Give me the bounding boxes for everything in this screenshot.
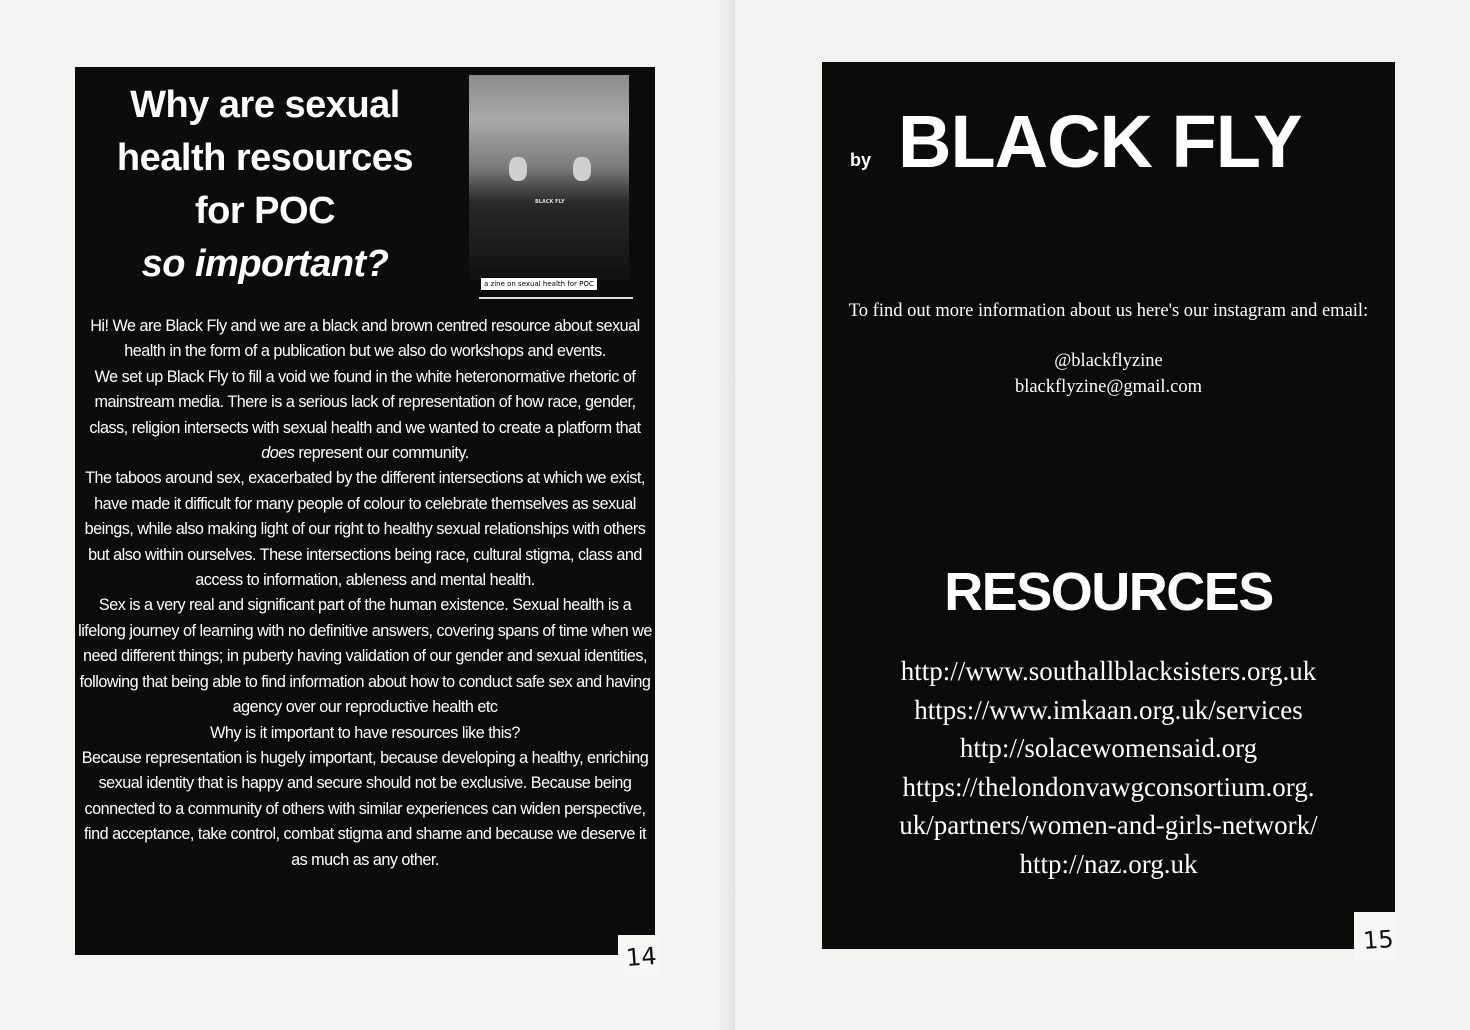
- contact-info: [822, 298, 1395, 400]
- title-line: Why are sexual: [130, 84, 400, 126]
- resource-links: [822, 652, 1395, 883]
- emphasis-text: does: [261, 444, 295, 463]
- hand-shape: [573, 157, 591, 181]
- paragraph: Hi! We are Black Fly and we are a black and brown centred resource about sexual health in the form of a publication but we also do workshops and events.: [90, 317, 640, 361]
- paragraph: [75, 365, 655, 467]
- title-line: so important?: [141, 243, 389, 285]
- paragraph: Why is it important to have resources like this?: [210, 723, 520, 742]
- resource-link[interactable]: http://naz.org.uk: [1019, 848, 1198, 879]
- title-line: for POC: [194, 190, 336, 232]
- brand-title: BLACK FLY: [898, 100, 1302, 183]
- resource-link[interactable]: http://www.southallblacksisters.org.uk: [900, 656, 1317, 686]
- paragraph: Because representation is hugely important, because developing a healthy, enriching sexual identity that is happy and secure should not be exclusive. Because being connected to a community of others with similar experiences can widen perspective, find acceptance, take control, combat stigma and shame and because we deserve it as much as any other.: [81, 748, 649, 869]
- left-black-panel: [75, 67, 655, 955]
- resource-link[interactable]: uk/partners/women-and-girls-network/: [899, 810, 1318, 840]
- paragraph: Sex is a very real and significant part of the human existence. Sexual health is a lifelong journey of learning with no definitive answers, covering spans of time when we need different things; in puberty having validation of our gender and sexual identities, following that being able to find information about how to conduct safe sex and having agency over our reproductive health etc: [78, 596, 652, 717]
- title-line: health resources: [116, 137, 414, 179]
- shirt-text: BLACK FLY: [535, 199, 565, 205]
- email-address[interactable]: blackflyzine@gmail.com: [1014, 377, 1203, 397]
- instagram-handle[interactable]: @blackflyzine: [1054, 351, 1163, 371]
- info-text: To find out more information about us here's our instagram and email:: [848, 301, 1369, 321]
- page-number-left: 14: [625, 941, 658, 973]
- hand-shape: [509, 157, 527, 181]
- photo-caption: a zine on sexual health for POC: [480, 277, 598, 291]
- page-title: [85, 79, 445, 291]
- body-text: [75, 314, 655, 873]
- resource-link[interactable]: https://www.imkaan.org.uk/services: [914, 694, 1303, 725]
- page-number-right: 15: [1362, 924, 1395, 956]
- by-label: by: [850, 150, 872, 170]
- resource-link[interactable]: http://solacewomensaid.org: [959, 733, 1258, 763]
- paragraph-text: We set up Black Fly to fill a void we found in the white heteronormative rhetoric of mainstream media. There is a serious lack of representation of how race, gender, class, religion intersects with sexual health and we wanted to create a platform that: [89, 367, 641, 437]
- resources-heading: RESOURCES: [944, 562, 1273, 622]
- cover-photo: [469, 75, 629, 280]
- resource-link[interactable]: https://thelondonvawgconsortium.org.: [902, 771, 1315, 802]
- paragraph-text: represent our community.: [294, 444, 469, 463]
- divider: [479, 297, 633, 299]
- right-black-panel: [822, 62, 1395, 949]
- paragraph: The taboos around sex, exacerbated by the different intersections at which we exist, have made it difficult for many people of colour to celebrate themselves as sexual beings, while also making light of our right to healthy sexual relationships with others but also within ourselves. These intersections being race, cultural stigma, class and access to information, ableness and mental health.: [84, 469, 646, 590]
